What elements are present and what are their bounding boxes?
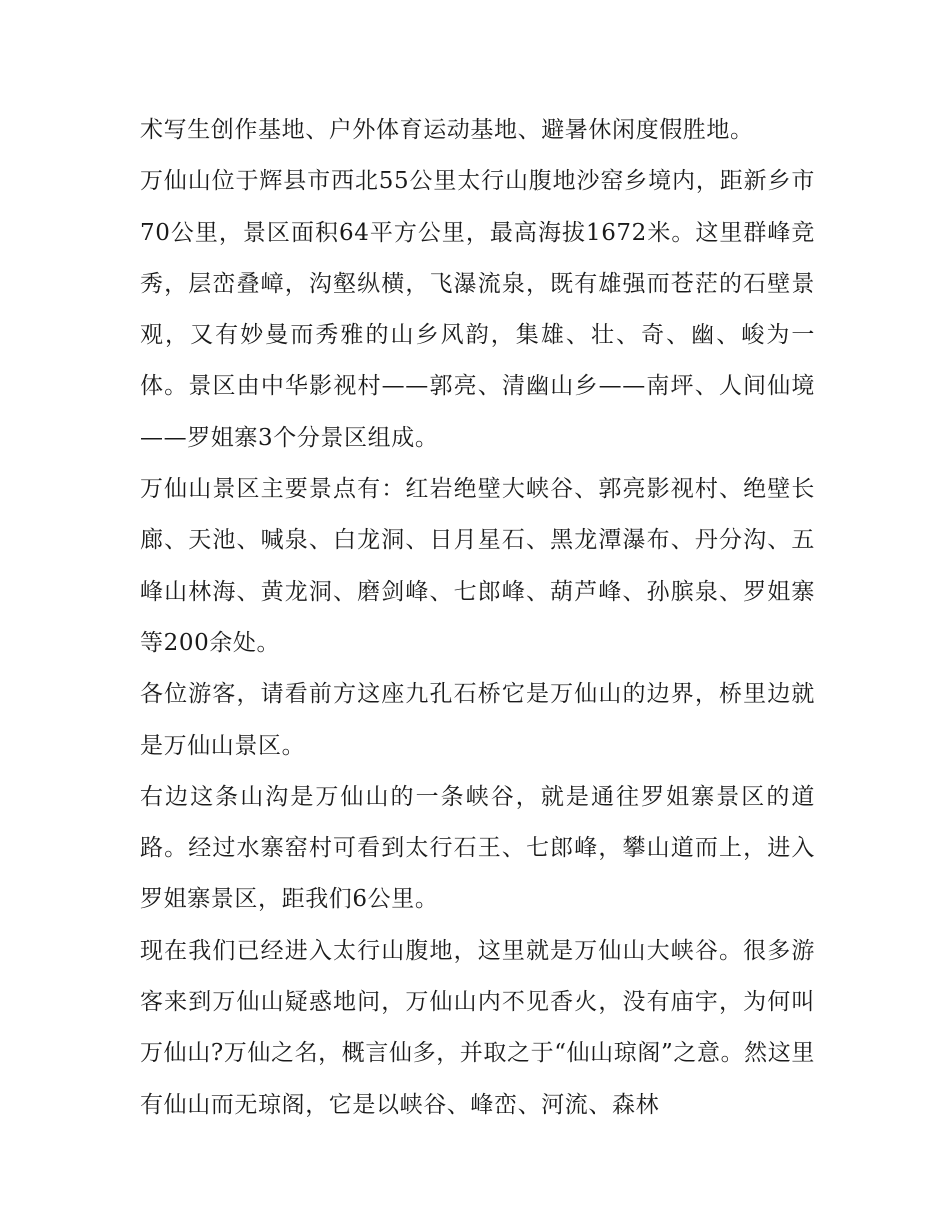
paragraph-4: 各位游客，请看前方这座九孔石桥它是万仙山的边界，桥里边就是万仙山景区。 <box>140 681 815 759</box>
paragraph-3: 万仙山景区主要景点有：红岩绝壁大峡谷、郭亮影视村、绝壁长廊、天池、喊泉、白龙洞、日月星石、黑龙潭瀑布、丹分沟、五峰山林海、黄龙洞、磨剑峰、七郎峰、葫芦峰、孙膑泉、罗姐寨等200余处。 <box>140 476 815 656</box>
document-body <box>140 105 815 1131</box>
paragraph-6: 现在我们已经进入太行山腹地，这里就是万仙山大峡谷。很多游客来到万仙山疑惑地问，万仙山内不见香火，没有庙宇，为何叫万仙山?万仙之名，概言仙多，并取之于“仙山琼阁”之意。然这里有仙山而无琼阁，它是以峡谷、峰峦、河流、森林 <box>140 937 815 1118</box>
paragraph-5: 右边这条山沟是万仙山的一条峡谷，就是通往罗姐寨景区的道路。经过水寨窑村可看到太行石王、七郎峰，攀山道而上，进入罗姐寨景区，距我们6公里。 <box>140 783 815 913</box>
paragraph-2: 万仙山位于辉县市西北55公里太行山腹地沙窑乡境内，距新乡市70公里，景区面积64平方公里，最高海拔1672米。这里群峰竞秀，层峦叠嶂，沟壑纵横，飞瀑流泉，既有雄强而苍茫的石壁景观，又有妙曼而秀雅的山乡风韵，集雄、壮、奇、幽、峻为一体。景区由中华影视村——郭亮、清幽山乡——南坪、人间仙境——罗姐寨3个分景区组成。 <box>140 168 815 451</box>
paragraph-1: 术写生创作基地、户外体育运动基地、避暑休闲度假胜地。 <box>140 117 754 143</box>
